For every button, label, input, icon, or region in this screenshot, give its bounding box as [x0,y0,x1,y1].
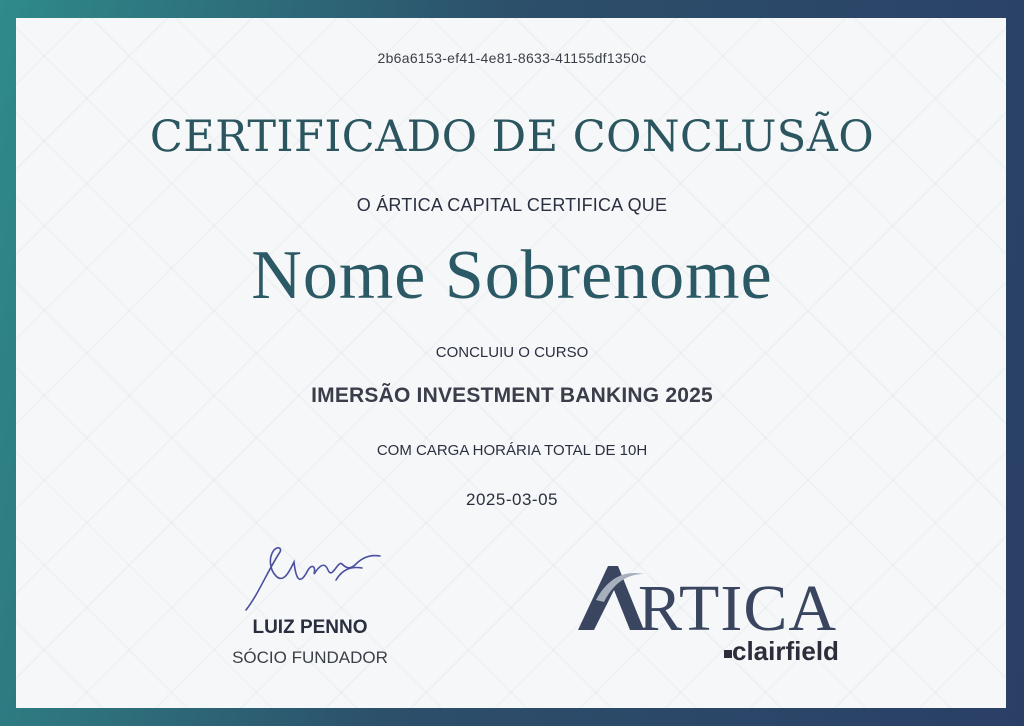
completion-date: 2025-03-05 [466,490,558,509]
svg-text:clairfield: clairfield [732,636,839,666]
signatory-name: LUIZ PENNO [252,617,368,638]
signature-image [238,540,388,616]
signatory-role: SÓCIO FUNDADOR [232,648,388,667]
svg-text:RTICA: RTICA [638,572,838,645]
completed-label: CONCLUIU O CURSO [435,344,589,361]
certificate-id: 2b6a6153-ef41-4e81-8633-41155df1350c [377,50,647,66]
recipient-name: Nome Sobrenome [251,237,773,314]
workload-text: COM CARGA HORÁRIA TOTAL DE 10H [376,442,648,459]
certificate-title: CERTIFICADO DE CONCLUSÃO [149,112,875,162]
artica-clairfield-logo [574,560,864,670]
issuer-line: O ÁRTICA CAPITAL CERTIFICA QUE [356,195,668,215]
course-name: IMERSÃO INVESTMENT BANKING 2025 [311,384,713,407]
